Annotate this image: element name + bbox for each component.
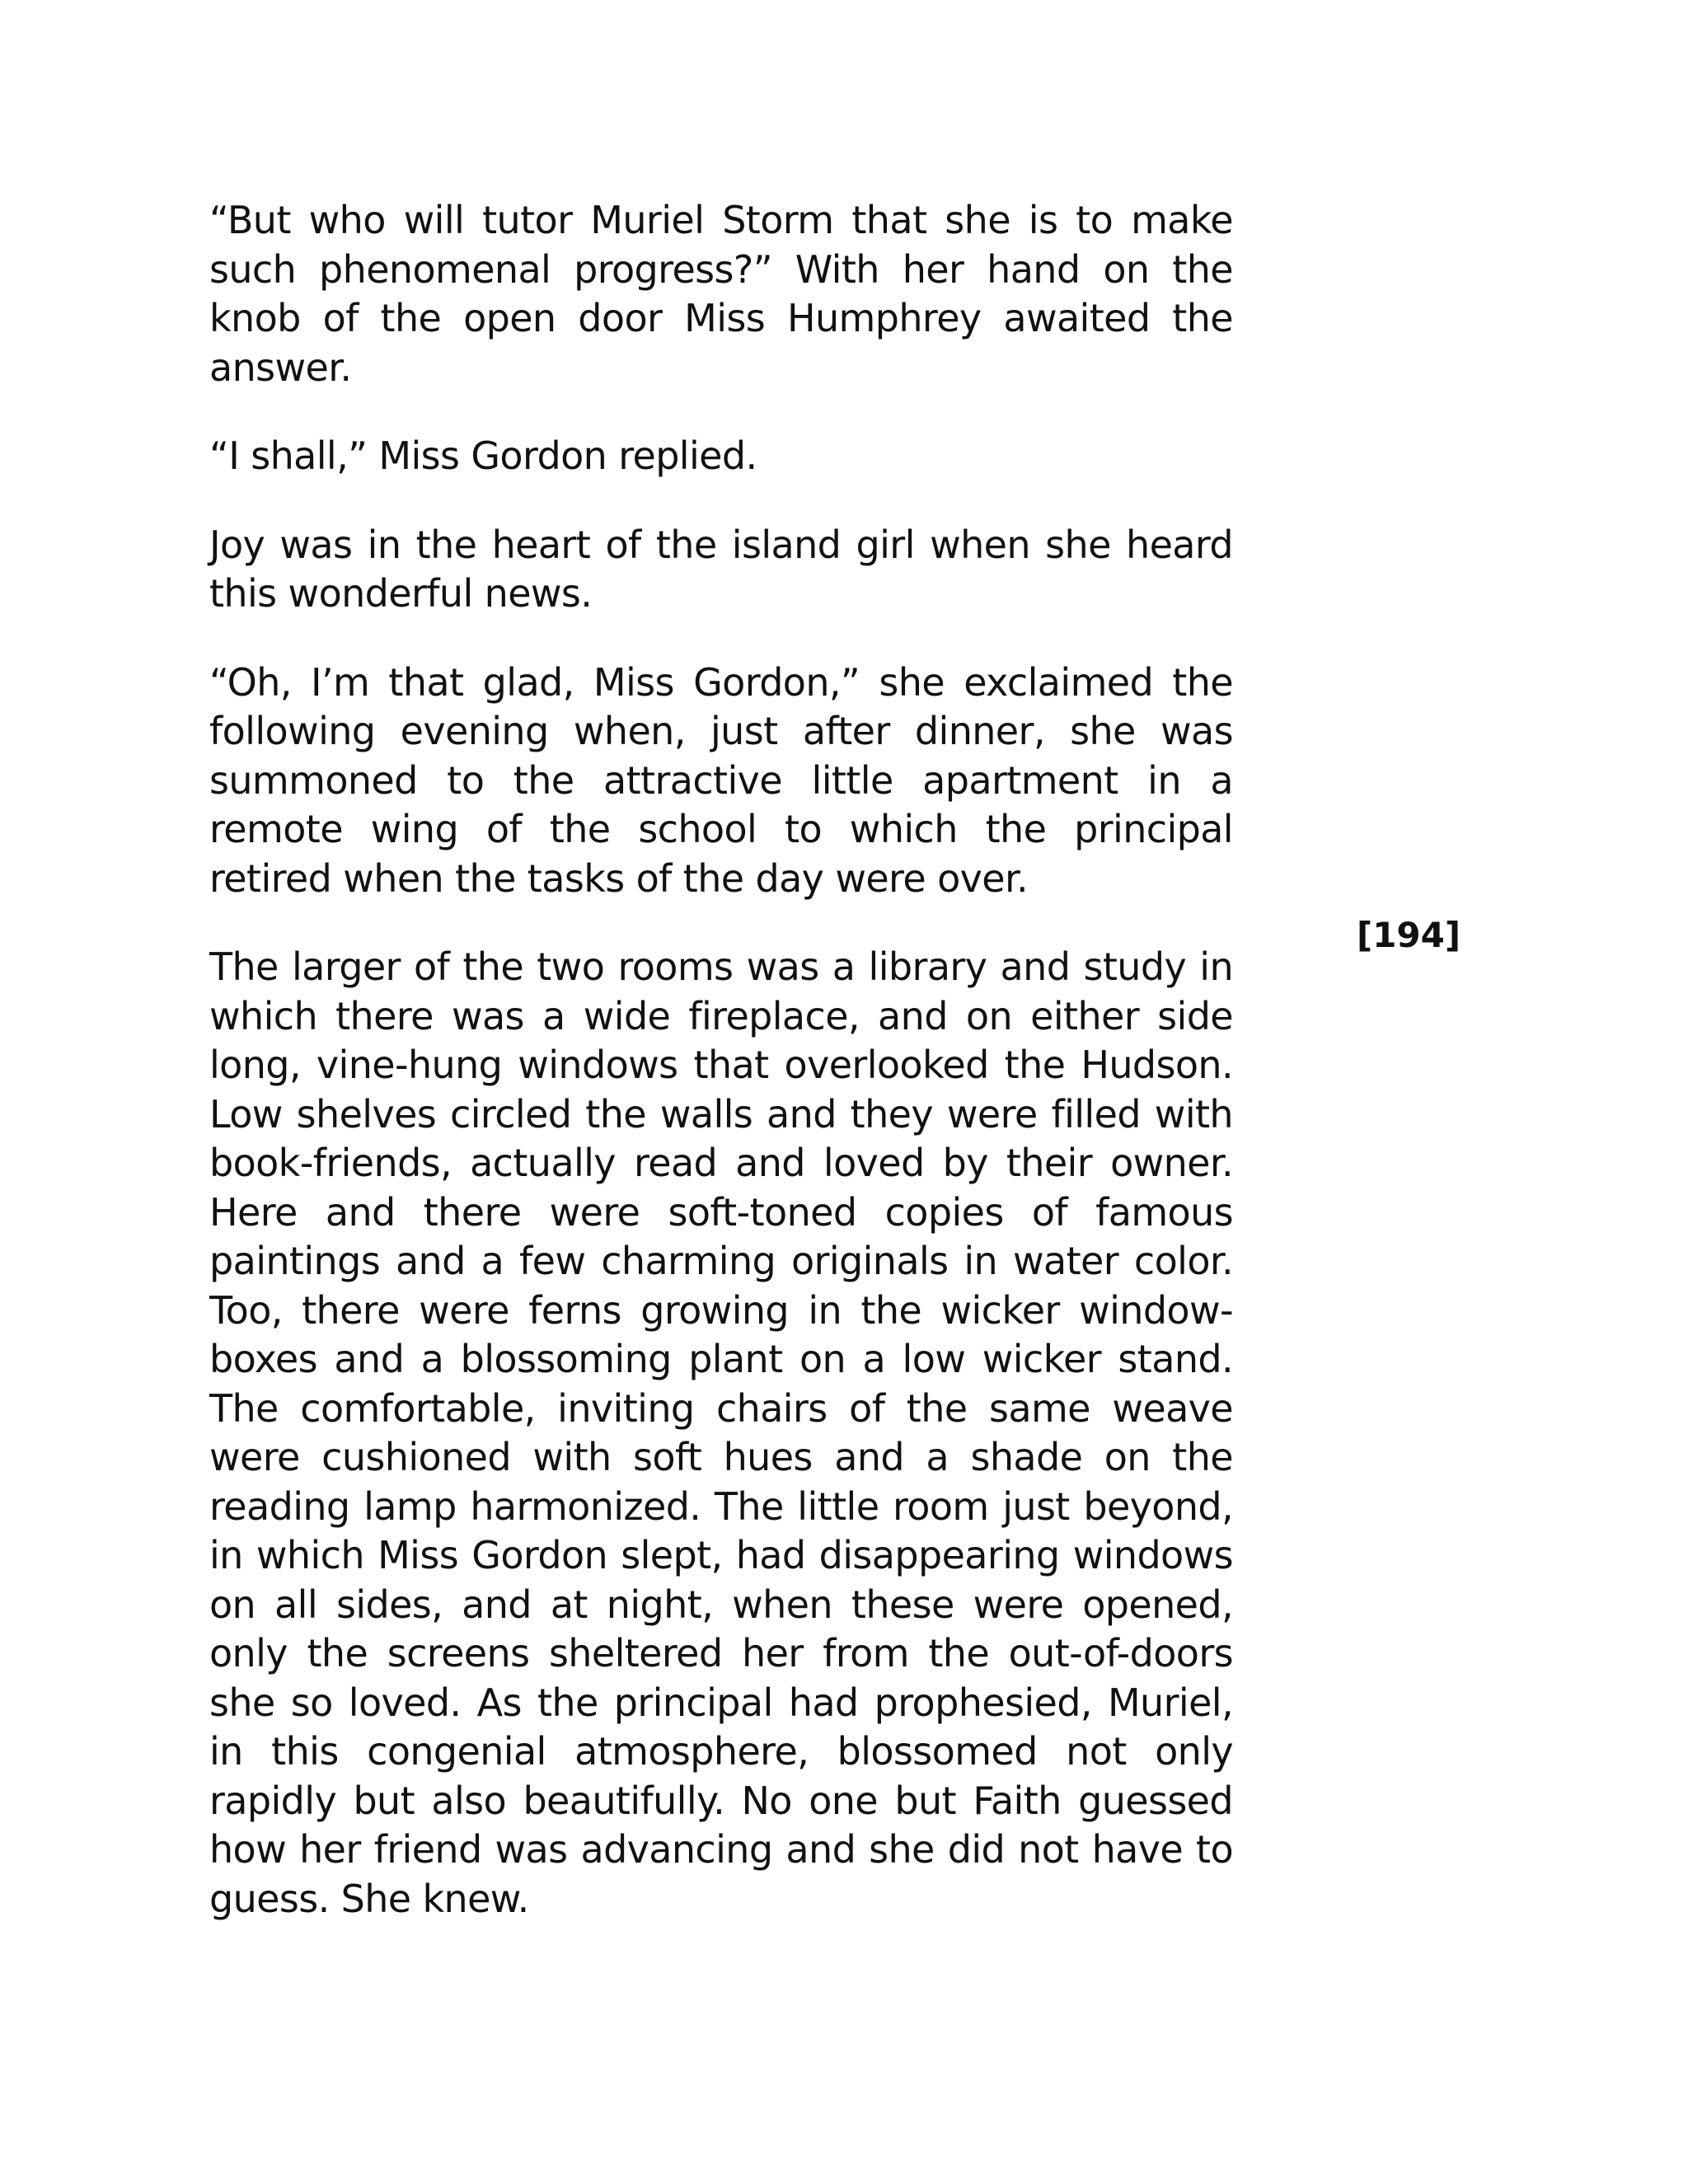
- paragraph-tutor-question: “But who will tutor Muriel Storm that she is to make such phenomenal progress?” With her hand on the knob of the open door Miss Humphrey awaited the answer.: [209, 198, 1233, 390]
- paragraph-glad: “Oh, I’m that glad, Miss Gordon,” she exclaimed the following evening when, just after dinner, she was summoned to the attractive little apartment in a remote wing of the school to which the principal retired when the tasks of the day were over.: [209, 659, 1233, 901]
- body-text: [209, 196, 1233, 1924]
- page-number: [194]: [1357, 915, 1461, 955]
- paragraph-library-description: The larger of the two rooms was a library and study in which there was a wide fireplace, and on either side long, vine-hung windows that overlooked the Hudson. Low shelves circled the walls and they were filled with book-friends, actually read and loved by their owner. Here and there were soft-toned copies of famous paintings and a few charming originals in water color. Too, there were ferns growing in the wicker window-boxes and a blossoming plant on a low wicker stand. The comfortable, inviting chairs of the same weave were cushioned with soft hues and a shade on the reading lamp harmonized. The little room just beyond, in which Miss Gordon slept, had disappearing windows on all sides, and at night, when these were opened, only the screens sheltered her from the out-of-doors she so loved. As the principal had prophesied, Muriel, in this congenial atmosphere, blossomed not only rapidly but also beautifully. No one but Faith guessed how her friend was advancing and she did not have to guess. She knew.: [209, 944, 1233, 1921]
- paragraph-joy: Joy was in the heart of the island girl when she heard this wonderful news.: [209, 522, 1233, 616]
- paragraph-gordon-reply: “I shall,” Miss Gordon replied.: [209, 434, 757, 478]
